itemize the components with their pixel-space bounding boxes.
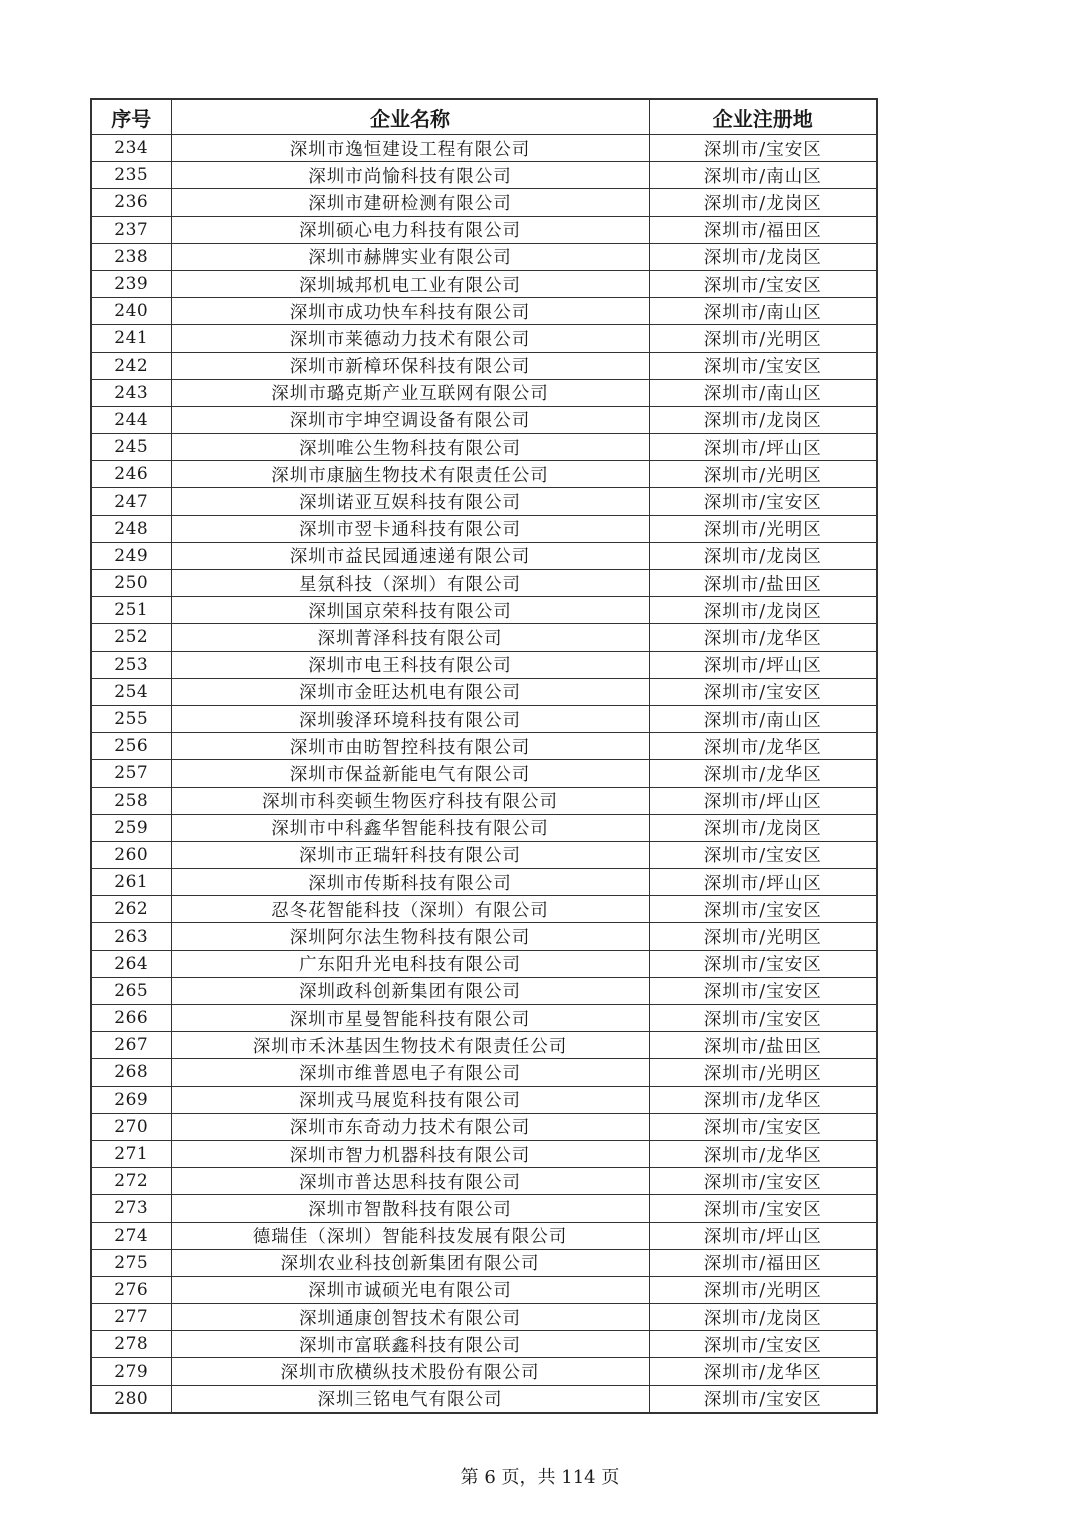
table-row — [91, 1222, 877, 1249]
serial-number-cell: 260 — [91, 841, 171, 868]
serial-number-cell: 237 — [91, 216, 171, 243]
serial-number-cell: 269 — [91, 1086, 171, 1113]
registered-location-cell: 深圳市/宝安区 — [649, 1195, 877, 1222]
registered-location-cell: 深圳市/宝安区 — [649, 488, 877, 515]
company-name-cell: 深圳市中科鑫华智能科技有限公司 — [171, 814, 649, 841]
table-row — [91, 1276, 877, 1303]
table-row — [91, 841, 877, 868]
serial-number-cell: 238 — [91, 243, 171, 270]
serial-number-cell: 277 — [91, 1304, 171, 1331]
registered-location-cell: 深圳市/龙华区 — [649, 624, 877, 651]
serial-number-cell: 268 — [91, 1059, 171, 1086]
company-name-cell: 深圳市莱德动力技术有限公司 — [171, 325, 649, 352]
company-name-cell: 深圳市电王科技有限公司 — [171, 651, 649, 678]
registered-location-cell: 深圳市/宝安区 — [649, 950, 877, 977]
registered-location-cell: 深圳市/龙岗区 — [649, 406, 877, 433]
company-name-cell: 深圳市诚硕光电有限公司 — [171, 1276, 649, 1303]
registered-location-cell: 深圳市/龙岗区 — [649, 814, 877, 841]
table-row — [91, 1086, 877, 1113]
serial-number-cell: 276 — [91, 1276, 171, 1303]
page-number-footer: 第 6 页，共 114 页 — [460, 1467, 620, 1488]
company-name-cell: 深圳市逸恒建设工程有限公司 — [171, 135, 649, 162]
serial-number-cell: 273 — [91, 1195, 171, 1222]
company-name-cell: 深圳市康脑生物技术有限责任公司 — [171, 461, 649, 488]
table-row — [91, 434, 877, 461]
serial-number-cell: 256 — [91, 733, 171, 760]
registered-location-cell: 深圳市/坪山区 — [649, 651, 877, 678]
table-row — [91, 624, 877, 651]
company-name-cell: 深圳市智散科技有限公司 — [171, 1195, 649, 1222]
serial-number-cell: 272 — [91, 1168, 171, 1195]
company-name-cell: 深圳市宇坤空调设备有限公司 — [171, 406, 649, 433]
serial-number-cell: 254 — [91, 678, 171, 705]
serial-number-cell: 261 — [91, 869, 171, 896]
company-name-cell: 深圳骏泽环境科技有限公司 — [171, 705, 649, 732]
company-name-cell: 深圳市由昉智控科技有限公司 — [171, 733, 649, 760]
company-name-cell: 深圳市建研检测有限公司 — [171, 189, 649, 216]
registered-location-cell: 深圳市/光明区 — [649, 1276, 877, 1303]
table-row — [91, 597, 877, 624]
serial-number-cell: 262 — [91, 896, 171, 923]
serial-number-cell: 265 — [91, 977, 171, 1004]
table-row — [91, 515, 877, 542]
registered-location-cell: 深圳市/光明区 — [649, 923, 877, 950]
registered-location-cell: 深圳市/龙华区 — [649, 733, 877, 760]
table-row — [91, 1005, 877, 1032]
registered-location-cell: 深圳市/龙华区 — [649, 1086, 877, 1113]
serial-number-cell: 244 — [91, 406, 171, 433]
company-name-cell: 深圳市普达思科技有限公司 — [171, 1168, 649, 1195]
table-row — [91, 896, 877, 923]
registered-location-cell: 深圳市/龙华区 — [649, 1140, 877, 1167]
registered-location-cell: 深圳市/南山区 — [649, 379, 877, 406]
table-row — [91, 189, 877, 216]
serial-number-cell: 250 — [91, 570, 171, 597]
company-name-cell: 深圳菁泽科技有限公司 — [171, 624, 649, 651]
table-row — [91, 787, 877, 814]
table-row — [91, 1249, 877, 1276]
serial-number-cell: 275 — [91, 1249, 171, 1276]
registered-location-cell: 深圳市/宝安区 — [649, 135, 877, 162]
registered-location-cell: 深圳市/盐田区 — [649, 570, 877, 597]
serial-number-cell: 248 — [91, 515, 171, 542]
table-row — [91, 270, 877, 297]
table-row — [91, 1113, 877, 1140]
registered-location-cell: 深圳市/坪山区 — [649, 869, 877, 896]
serial-number-cell: 278 — [91, 1331, 171, 1358]
serial-number-cell: 246 — [91, 461, 171, 488]
serial-number-cell: 234 — [91, 135, 171, 162]
company-name-cell: 深圳市智力机器科技有限公司 — [171, 1140, 649, 1167]
serial-number-cell: 243 — [91, 379, 171, 406]
serial-number-cell: 240 — [91, 298, 171, 325]
company-name-cell: 深圳三铭电气有限公司 — [171, 1385, 649, 1413]
serial-number-cell: 270 — [91, 1113, 171, 1140]
registered-location-cell: 深圳市/龙岗区 — [649, 189, 877, 216]
registered-location-cell: 深圳市/龙华区 — [649, 760, 877, 787]
company-name-cell: 深圳市益民园通速递有限公司 — [171, 542, 649, 569]
table-row — [91, 1059, 877, 1086]
company-name-cell: 深圳市尚愉科技有限公司 — [171, 162, 649, 189]
table-row — [91, 1140, 877, 1167]
company-name-cell: 深圳戎马展览科技有限公司 — [171, 1086, 649, 1113]
serial-number-cell: 252 — [91, 624, 171, 651]
table-row — [91, 570, 877, 597]
serial-number-cell: 258 — [91, 787, 171, 814]
registered-location-cell: 深圳市/光明区 — [649, 461, 877, 488]
registered-location-cell: 深圳市/宝安区 — [649, 977, 877, 1004]
registered-location-cell: 深圳市/龙岗区 — [649, 542, 877, 569]
registered-location-cell: 深圳市/宝安区 — [649, 352, 877, 379]
table-row — [91, 243, 877, 270]
registered-location-cell: 深圳市/宝安区 — [649, 1385, 877, 1413]
company-name-cell: 深圳市传斯科技有限公司 — [171, 869, 649, 896]
serial-number-cell: 253 — [91, 651, 171, 678]
company-name-cell: 深圳市东奇动力技术有限公司 — [171, 1113, 649, 1140]
company-name-cell: 星氛科技（深圳）有限公司 — [171, 570, 649, 597]
company-name-cell: 深圳农业科技创新集团有限公司 — [171, 1249, 649, 1276]
serial-number-cell: 236 — [91, 189, 171, 216]
company-name-cell: 深圳市璐克斯产业互联网有限公司 — [171, 379, 649, 406]
company-list-table — [90, 98, 878, 1414]
table-row — [91, 705, 877, 732]
table-row — [91, 216, 877, 243]
table-row — [91, 651, 877, 678]
registered-location-cell: 深圳市/龙岗区 — [649, 243, 877, 270]
serial-number-cell: 263 — [91, 923, 171, 950]
company-name-cell: 深圳市禾沐基因生物技术有限责任公司 — [171, 1032, 649, 1059]
table-row — [91, 352, 877, 379]
registered-location-cell: 深圳市/宝安区 — [649, 1113, 877, 1140]
company-name-cell: 深圳市金旺达机电有限公司 — [171, 678, 649, 705]
registered-location-cell: 深圳市/宝安区 — [649, 841, 877, 868]
serial-number-cell: 241 — [91, 325, 171, 352]
registered-location-cell: 深圳市/龙华区 — [649, 1358, 877, 1385]
header-serial-number: 序号 — [91, 99, 171, 135]
serial-number-cell: 249 — [91, 542, 171, 569]
registered-location-cell: 深圳市/福田区 — [649, 216, 877, 243]
registered-location-cell: 深圳市/坪山区 — [649, 1222, 877, 1249]
table-row — [91, 950, 877, 977]
registered-location-cell: 深圳市/宝安区 — [649, 1005, 877, 1032]
table-row — [91, 542, 877, 569]
company-name-cell: 广东阳升光电科技有限公司 — [171, 950, 649, 977]
serial-number-cell: 266 — [91, 1005, 171, 1032]
company-name-cell: 深圳国京荣科技有限公司 — [171, 597, 649, 624]
registered-location-cell: 深圳市/南山区 — [649, 162, 877, 189]
serial-number-cell: 257 — [91, 760, 171, 787]
registered-location-cell: 深圳市/福田区 — [649, 1249, 877, 1276]
header-company-name: 企业名称 — [171, 99, 649, 135]
registered-location-cell: 深圳市/坪山区 — [649, 434, 877, 461]
table-row — [91, 1331, 877, 1358]
company-name-cell: 深圳市正瑞轩科技有限公司 — [171, 841, 649, 868]
serial-number-cell: 242 — [91, 352, 171, 379]
serial-number-cell: 255 — [91, 705, 171, 732]
serial-number-cell: 247 — [91, 488, 171, 515]
serial-number-cell: 264 — [91, 950, 171, 977]
table-row — [91, 162, 877, 189]
table-row — [91, 298, 877, 325]
registered-location-cell: 深圳市/宝安区 — [649, 1168, 877, 1195]
header-registered-location: 企业注册地 — [649, 99, 877, 135]
serial-number-cell: 274 — [91, 1222, 171, 1249]
registered-location-cell: 深圳市/光明区 — [649, 325, 877, 352]
table-header-row — [91, 99, 877, 135]
table-row — [91, 678, 877, 705]
company-name-cell: 深圳阿尔法生物科技有限公司 — [171, 923, 649, 950]
company-name-cell: 深圳通康创智技术有限公司 — [171, 1304, 649, 1331]
registered-location-cell: 深圳市/光明区 — [649, 1059, 877, 1086]
table-row — [91, 461, 877, 488]
registered-location-cell: 深圳市/光明区 — [649, 515, 877, 542]
company-name-cell: 深圳市保益新能电气有限公司 — [171, 760, 649, 787]
serial-number-cell: 259 — [91, 814, 171, 841]
table-row — [91, 733, 877, 760]
serial-number-cell: 280 — [91, 1385, 171, 1413]
company-name-cell: 深圳诺亚互娱科技有限公司 — [171, 488, 649, 515]
table-row — [91, 1168, 877, 1195]
registered-location-cell: 深圳市/宝安区 — [649, 1331, 877, 1358]
company-name-cell: 深圳唯公生物科技有限公司 — [171, 434, 649, 461]
registered-location-cell: 深圳市/南山区 — [649, 298, 877, 325]
table-row — [91, 814, 877, 841]
company-name-cell: 深圳市富联鑫科技有限公司 — [171, 1331, 649, 1358]
table-row — [91, 406, 877, 433]
table-row — [91, 135, 877, 162]
serial-number-cell: 271 — [91, 1140, 171, 1167]
company-name-cell: 深圳市赫牌实业有限公司 — [171, 243, 649, 270]
serial-number-cell: 267 — [91, 1032, 171, 1059]
table-row — [91, 1358, 877, 1385]
table-row — [91, 379, 877, 406]
table-row — [91, 1304, 877, 1331]
company-name-cell: 深圳政科创新集团有限公司 — [171, 977, 649, 1004]
table-row — [91, 977, 877, 1004]
company-name-cell: 深圳市新樟环保科技有限公司 — [171, 352, 649, 379]
company-name-cell: 深圳市成功快车科技有限公司 — [171, 298, 649, 325]
company-name-cell: 深圳硕心电力科技有限公司 — [171, 216, 649, 243]
serial-number-cell: 239 — [91, 270, 171, 297]
registered-location-cell: 深圳市/南山区 — [649, 705, 877, 732]
table-row — [91, 1385, 877, 1413]
registered-location-cell: 深圳市/盐田区 — [649, 1032, 877, 1059]
company-name-cell: 深圳城邦机电工业有限公司 — [171, 270, 649, 297]
serial-number-cell: 279 — [91, 1358, 171, 1385]
company-name-cell: 深圳市欣横纵技术股份有限公司 — [171, 1358, 649, 1385]
table-row — [91, 488, 877, 515]
company-name-cell: 深圳市维普恩电子有限公司 — [171, 1059, 649, 1086]
company-name-cell: 深圳市星曼智能科技有限公司 — [171, 1005, 649, 1032]
table-row — [91, 869, 877, 896]
registered-location-cell: 深圳市/宝安区 — [649, 678, 877, 705]
registered-location-cell: 深圳市/宝安区 — [649, 270, 877, 297]
company-name-cell: 深圳市翌卡通科技有限公司 — [171, 515, 649, 542]
serial-number-cell: 245 — [91, 434, 171, 461]
registered-location-cell: 深圳市/宝安区 — [649, 896, 877, 923]
serial-number-cell: 235 — [91, 162, 171, 189]
company-name-cell: 深圳市科奕顿生物医疗科技有限公司 — [171, 787, 649, 814]
company-name-cell: 德瑞佳（深圳）智能科技发展有限公司 — [171, 1222, 649, 1249]
table-row — [91, 1032, 877, 1059]
registered-location-cell: 深圳市/龙岗区 — [649, 1304, 877, 1331]
table-row — [91, 923, 877, 950]
table-row — [91, 760, 877, 787]
serial-number-cell: 251 — [91, 597, 171, 624]
registered-location-cell: 深圳市/坪山区 — [649, 787, 877, 814]
company-name-cell: 忍冬花智能科技（深圳）有限公司 — [171, 896, 649, 923]
table-row — [91, 1195, 877, 1222]
registered-location-cell: 深圳市/龙岗区 — [649, 597, 877, 624]
table-row — [91, 325, 877, 352]
